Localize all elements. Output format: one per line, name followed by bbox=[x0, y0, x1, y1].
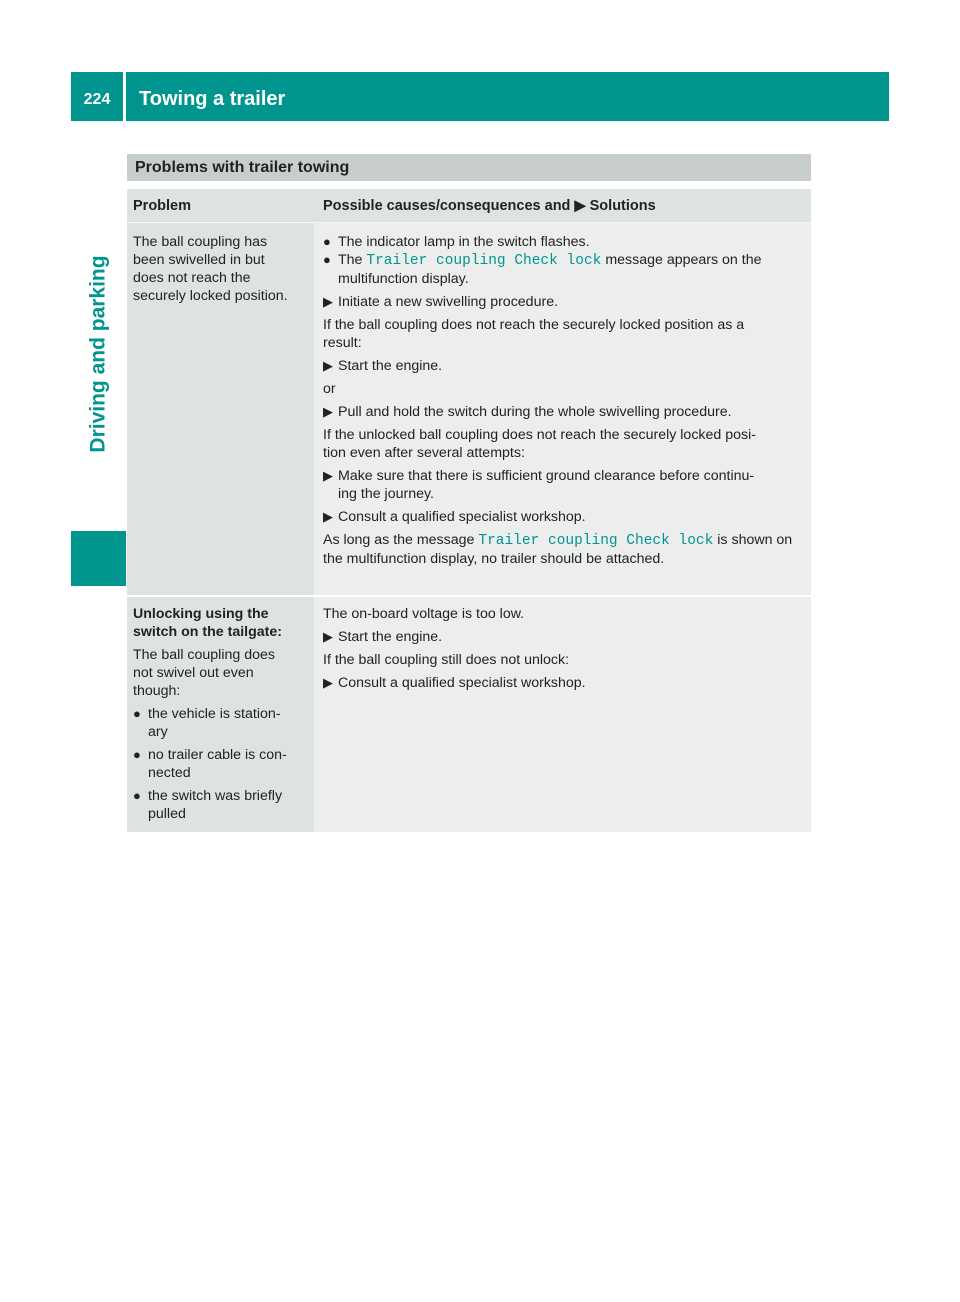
bullet-text bbox=[148, 705, 280, 741]
action-step bbox=[323, 403, 805, 421]
action-arrow-icon: ▶ bbox=[323, 294, 333, 309]
paragraph bbox=[323, 426, 805, 462]
problem-heading bbox=[133, 605, 314, 641]
problem-cell bbox=[127, 597, 314, 832]
header-problem: Problem bbox=[133, 198, 192, 214]
bullet-icon: ● bbox=[323, 234, 331, 249]
side-chapter-tab bbox=[71, 121, 126, 586]
action-arrow-icon: ▶ bbox=[323, 468, 333, 483]
table-title: Problems with trailer towing bbox=[127, 154, 811, 181]
problem-line: The ball coupling has bbox=[133, 234, 268, 250]
text-fragment: switch on the tailgate: bbox=[133, 624, 282, 640]
cause-text: The on-board voltage is too low. bbox=[323, 606, 525, 622]
table-row bbox=[127, 223, 811, 595]
troubleshooting-table bbox=[127, 154, 811, 832]
bullet-text: The indicator lamp in the switch flashes. bbox=[338, 234, 590, 250]
text-fragment: nected bbox=[148, 765, 191, 781]
header-solutions bbox=[314, 189, 811, 222]
action-step bbox=[323, 293, 805, 311]
text-fragment: ary bbox=[148, 724, 168, 740]
bullet-item bbox=[133, 746, 314, 782]
action-step bbox=[323, 467, 805, 503]
header-solutions-text: Possible causes/consequences and bbox=[323, 198, 571, 214]
bullet-item bbox=[323, 251, 805, 288]
text-fragment: result: bbox=[323, 335, 362, 351]
text-fragment: Unlocking using the bbox=[133, 606, 269, 622]
paragraph bbox=[323, 531, 805, 568]
chapter-marker bbox=[71, 531, 126, 586]
paragraph bbox=[323, 316, 805, 352]
step-text: Consult a qualified specialist workshop. bbox=[338, 509, 586, 525]
action-arrow-icon: ▶ bbox=[323, 404, 333, 419]
text-fragment: the switch was briefly bbox=[148, 788, 283, 804]
page-number: 224 bbox=[71, 72, 126, 121]
action-arrow-icon: ▶ bbox=[323, 629, 333, 644]
text-fragment: no trailer cable is con- bbox=[148, 747, 287, 763]
step-text: Start the engine. bbox=[338, 358, 443, 374]
display-message: Trailer coupling Check lock bbox=[478, 533, 714, 549]
bullet-icon: ● bbox=[133, 747, 141, 762]
table-row bbox=[127, 595, 811, 832]
text-fragment: multifunction display. bbox=[338, 271, 469, 287]
problem-line: does not reach the bbox=[133, 270, 251, 286]
table-header-row bbox=[127, 189, 811, 223]
page-header bbox=[71, 72, 889, 121]
step-text: Start the engine. bbox=[338, 629, 443, 645]
chapter-label: Driving and parking bbox=[86, 254, 110, 453]
bullet-icon: ● bbox=[323, 252, 331, 267]
bullet-item bbox=[133, 705, 314, 741]
step-text bbox=[338, 467, 754, 503]
action-step bbox=[323, 674, 805, 692]
action-arrow-icon: ▶ bbox=[323, 675, 333, 690]
solution-cell bbox=[314, 597, 811, 832]
text-fragment: though: bbox=[133, 683, 181, 699]
bullet-item bbox=[323, 233, 805, 251]
text-fragment: If the unlocked ball coupling does not reach the securely locked posi- bbox=[323, 427, 756, 443]
text-fragment: pulled bbox=[148, 806, 186, 822]
text-fragment: tion even after several attempts: bbox=[323, 445, 525, 461]
paragraph: If the ball coupling still does not unlock: bbox=[323, 652, 570, 668]
text-fragment: the multifunction display, no trailer should be attached. bbox=[323, 551, 665, 567]
text-fragment: the vehicle is station- bbox=[148, 706, 281, 722]
action-step bbox=[323, 357, 805, 375]
header-solutions-label: Solutions bbox=[589, 198, 656, 214]
text-fragment: is shown on bbox=[717, 532, 793, 548]
bullet-icon: ● bbox=[133, 706, 141, 721]
display-message: Trailer coupling Check lock bbox=[366, 253, 602, 269]
action-arrow-icon: ▶ bbox=[323, 509, 333, 524]
bullet-item bbox=[133, 787, 314, 823]
text-fragment: ing the journey. bbox=[338, 486, 434, 502]
solution-cell bbox=[314, 223, 811, 595]
action-arrow-icon: ▶ bbox=[323, 358, 333, 373]
problem-text bbox=[133, 646, 314, 700]
or-text: or bbox=[323, 381, 336, 397]
action-arrow-icon: ▶ bbox=[574, 198, 586, 214]
text-fragment: not swivel out even bbox=[133, 665, 254, 681]
step-text: Pull and hold the switch during the whole swivelling procedure. bbox=[338, 404, 732, 420]
bullet-text bbox=[338, 251, 761, 288]
text-fragment: message appears on the bbox=[605, 252, 762, 268]
step-text: Consult a qualified specialist workshop. bbox=[338, 675, 586, 691]
bullet-text bbox=[148, 746, 287, 782]
text-fragment: As long as the message bbox=[323, 532, 475, 548]
problem-line: securely locked position. bbox=[133, 288, 288, 304]
text-fragment: Make sure that there is sufficient ground clearance before continu- bbox=[338, 468, 755, 484]
action-step bbox=[323, 628, 805, 646]
step-text: Initiate a new swivelling procedure. bbox=[338, 294, 559, 310]
text-fragment: The bbox=[338, 252, 363, 268]
text-fragment: The ball coupling does bbox=[133, 647, 275, 663]
action-step bbox=[323, 508, 805, 526]
problem-cell bbox=[127, 223, 314, 595]
section-title: Towing a trailer bbox=[139, 88, 286, 110]
problem-line: been swivelled in but bbox=[133, 252, 265, 268]
bullet-icon: ● bbox=[133, 788, 141, 803]
bullet-text bbox=[148, 787, 282, 823]
text-fragment: If the ball coupling does not reach the securely locked position as a bbox=[323, 317, 745, 333]
